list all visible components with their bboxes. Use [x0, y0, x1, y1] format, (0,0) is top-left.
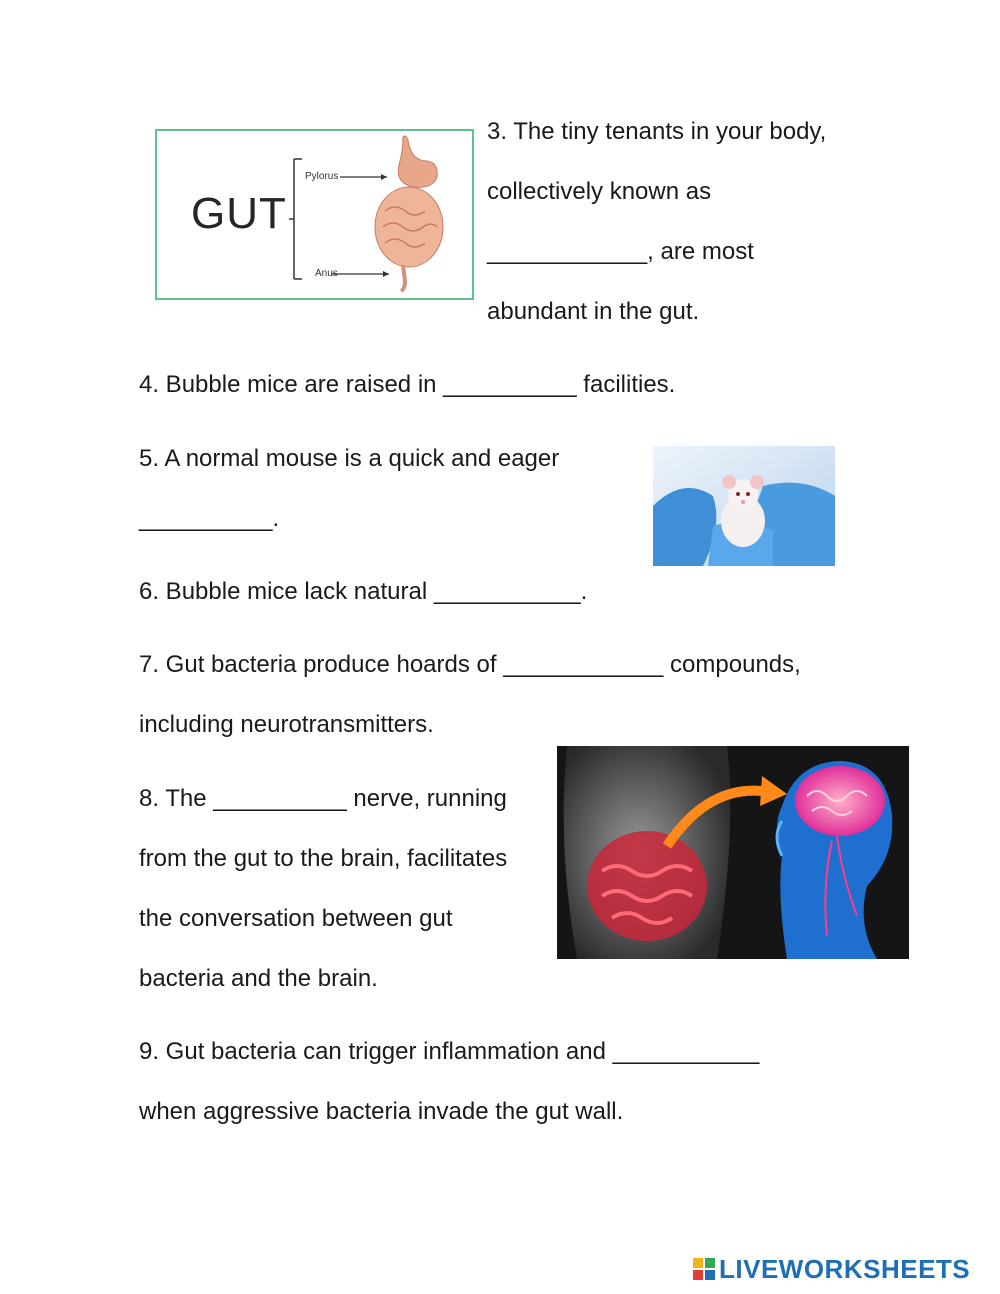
q9-line2: when aggressive bacteria invade the gut wall. — [139, 1098, 624, 1125]
anus-label: Anus — [315, 268, 338, 279]
q8-line2: from the gut to the brain, facilitates — [139, 845, 508, 872]
q3-line2: collectively known as — [487, 178, 712, 205]
gut-brain-image — [557, 746, 909, 959]
q5-line2: __________. — [139, 505, 280, 532]
mouse-photo — [653, 446, 835, 566]
logo-mark-icon — [693, 1258, 715, 1280]
q4-line1: 4. Bubble mice are raised in __________ facilities. — [139, 371, 676, 398]
q3-line4: abundant in the gut. — [487, 298, 700, 325]
liveworksheets-logo — [693, 1253, 970, 1285]
logo-text: LIVEWORKSHEETS — [719, 1253, 971, 1284]
q8-line1: 8. The __________ nerve, running — [139, 785, 507, 812]
q3-line1: 3. The tiny tenants in your body, — [487, 118, 827, 145]
gut-diagram — [155, 129, 474, 300]
q8-line3: the conversation between gut — [139, 905, 453, 932]
q8-line4: bacteria and the brain. — [139, 965, 378, 992]
q7-line1: 7. Gut bacteria produce hoards of ____________ compounds, — [139, 651, 801, 678]
mouse-photo-graphic — [653, 446, 835, 566]
q5-line1: 5. A normal mouse is a quick and eager — [139, 445, 560, 472]
q9-line1: 9. Gut bacteria can trigger inflammation and ___________ — [139, 1038, 760, 1065]
q6-line1: 6. Bubble mice lack natural ___________. — [139, 578, 588, 605]
gut-brain-graphic — [557, 746, 909, 959]
pylorus-label: Pylorus — [305, 171, 339, 182]
gut-diagram-title: GUT — [191, 189, 287, 238]
q7-line2: including neurotransmitters. — [139, 711, 434, 738]
q3-line3: ____________, are most — [487, 238, 754, 265]
